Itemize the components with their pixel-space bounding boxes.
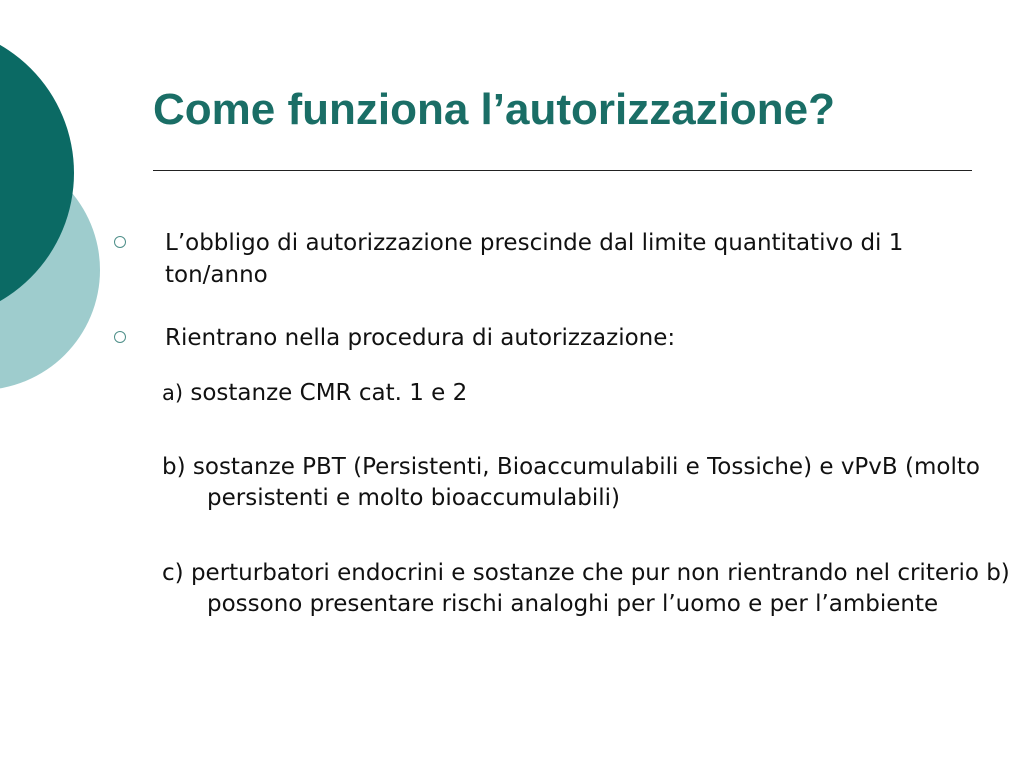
bullet-text: L’obbligo di autorizzazione prescinde dal limite quantitativo di 1 ton/anno — [165, 230, 904, 288]
slide-title: Come funziona l’autorizzazione? — [153, 85, 836, 134]
sub-item-prefix: c) — [162, 560, 184, 586]
sub-item — [162, 378, 1024, 409]
bullet-item — [114, 322, 994, 354]
sub-item-text: sostanze PBT (Persistenti, Bioaccumulabili e Tossiche) e vPvB (molto persistenti e molto bioaccumulabili) — [192, 454, 980, 511]
sub-item — [162, 558, 1024, 620]
bullet-item — [114, 227, 994, 291]
bullet-text: Rientrano nella procedura di autorizzazione: — [165, 325, 676, 351]
sub-item-prefix: b) — [162, 454, 186, 480]
sub-item-text: perturbatori endocrini e sostanze che pur non rientrando nel criterio b) possono presentare rischi analoghi per l’uomo e per l’ambiente — [190, 560, 1010, 617]
sub-item — [162, 452, 1024, 514]
hollow-circle-icon — [114, 331, 126, 343]
title-divider — [153, 170, 972, 171]
sub-item-text: sostanze CMR cat. 1 e 2 — [190, 380, 468, 406]
hollow-circle-icon — [114, 236, 126, 248]
sub-item-prefix: a) — [162, 381, 184, 405]
